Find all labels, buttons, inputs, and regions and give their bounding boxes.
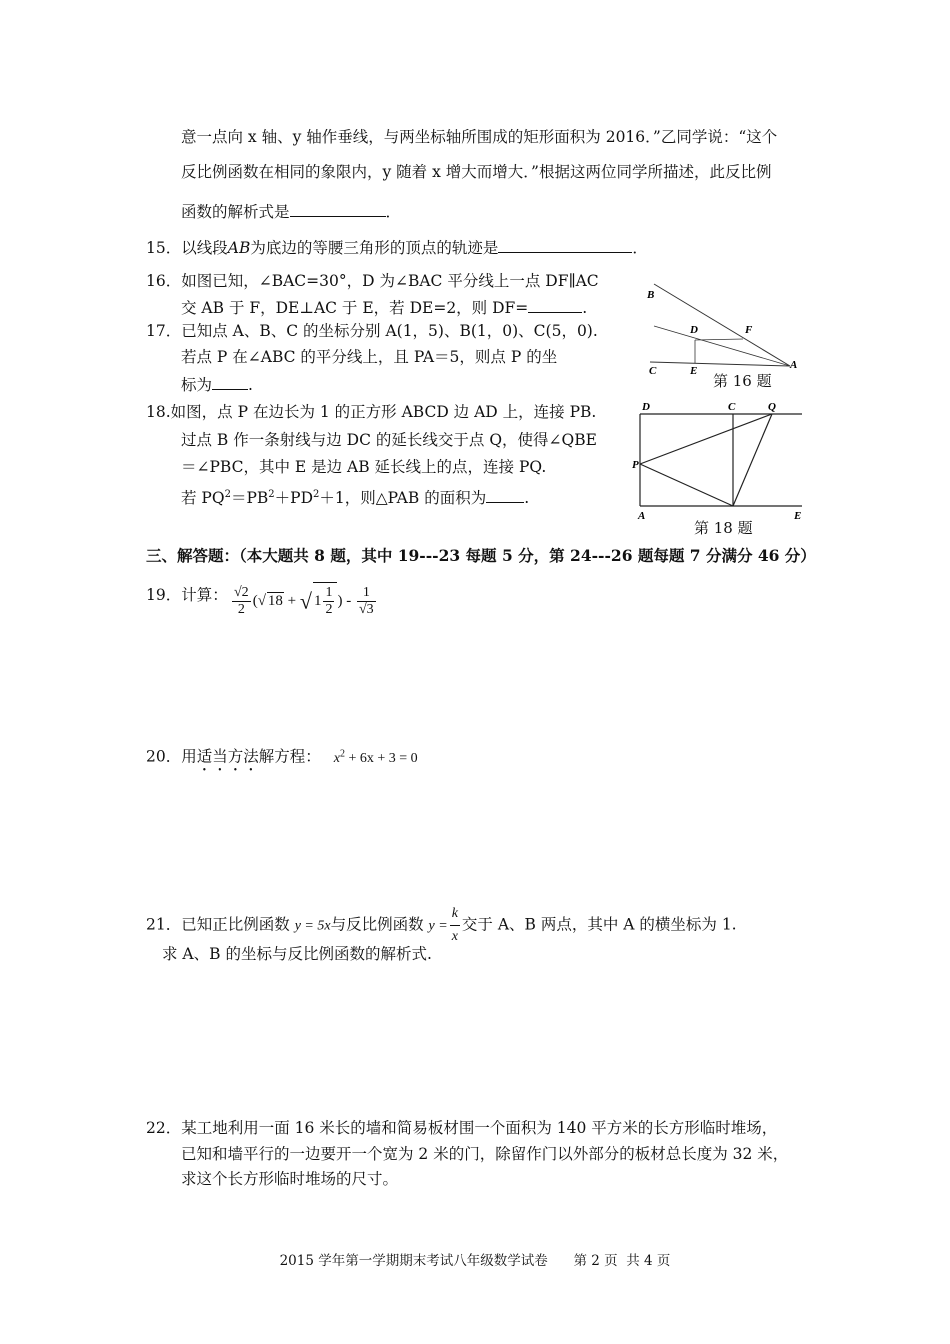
q17-line2: 若点 P 在∠ABC 的平分线上，且 PA＝5，则点 P 的坐 [181, 348, 558, 366]
fig16-label-d: D [690, 324, 698, 336]
q19-f1-den: 2 [232, 601, 251, 618]
q18-line4-b: ＝PB [230, 489, 269, 508]
q14-line3-end: ． [385, 203, 402, 221]
fig18-line-bq [733, 414, 772, 506]
fig18-label-e: E [794, 510, 802, 522]
q19-f2-den: √3 [358, 602, 374, 617]
q14-answer-blank[interactable] [290, 200, 386, 217]
fig18-label-d: D [642, 401, 650, 413]
q15-answer-blank[interactable] [498, 236, 632, 253]
q19-sqrt18: 18 [267, 592, 283, 609]
q19-mixed-den: 2 [325, 602, 333, 617]
q17-line3-text: 标为 [181, 376, 213, 394]
q16-number: 16． [146, 272, 182, 290]
q19-frac-1 [232, 585, 251, 618]
q17-line3 [181, 373, 253, 396]
q16-line1-text: 如图已知，∠BAC=30°，D 为∠BAC 平分线上一点 DF∥AC [181, 272, 599, 290]
figure-16-caption: 第 16 题 [713, 372, 772, 390]
question-15 [146, 236, 648, 259]
fig18-line-pb [640, 464, 733, 506]
q20-emphasis: 适当方法 [196, 747, 259, 766]
q19-radical-sign: √ [299, 588, 312, 614]
question-18-line1 [146, 401, 596, 423]
figure-18 [632, 398, 810, 522]
q19-mixed-num: 1 [325, 585, 333, 600]
q21-post: 交于 A、B 两点，其中 A 的横坐标为 1. [461, 915, 737, 934]
figure-18-caption: 第 18 题 [694, 519, 753, 537]
q15-text-pre: 以线段 [181, 239, 228, 257]
q18-line4 [181, 484, 529, 509]
q14-line3-text: 函数的解析式是 [181, 203, 290, 221]
q18-line4-d: ＋1，则△PAB 的面积为 [319, 489, 487, 508]
q14-line3 [181, 200, 401, 223]
figure-16 [640, 278, 810, 380]
q20-eq-rest: + 6x + 3 = 0 [344, 750, 418, 766]
fig18-label-p: P [632, 459, 639, 471]
q15-segment-ab: AB [227, 239, 251, 257]
q21-frac-num: k [451, 906, 458, 921]
q18-answer-blank[interactable] [486, 486, 524, 503]
fig18-label-a: A [638, 510, 646, 522]
q15-number: 15． [146, 239, 182, 257]
q21-mid: 与反比例函数 [330, 915, 424, 934]
q19-open-paren: ( [252, 592, 258, 609]
q17-line1-text: 已知点 A、B、C 的坐标分别 A(1，5)、B(1，0)、C(5，0). [181, 322, 598, 340]
q20-eq-sup: 2 [339, 748, 345, 759]
fig18-line-pq [640, 414, 772, 464]
fig16-label-c: C [649, 365, 657, 377]
q18-line3: ＝∠PBC，其中 E 是边 AB 延长线上的点，连接 PQ. [181, 458, 547, 476]
q19-plus: + [287, 592, 297, 609]
q17-end: . [248, 376, 253, 394]
fig18-label-q: Q [768, 401, 776, 413]
q15-text-post: 为底边的等腰三角形的顶点的轨迹是 [250, 239, 499, 257]
q18-line4-a: 若 PQ [181, 489, 225, 508]
question-16-line1 [146, 270, 599, 292]
q18-sup-2: 2 [268, 489, 275, 500]
q20-number: 20． [146, 747, 182, 766]
q19-f2-num: 1 [362, 585, 370, 600]
q21-formula-1: y = 5x [294, 918, 331, 934]
q18-number: 18. [146, 403, 171, 421]
q22-line2: 已知和墙平行的一边要开一个宽为 2 米的门，除留作门以外部分的板材总长度为 32 米， [181, 1145, 789, 1163]
q21-pre: 已知正比例函数 [181, 915, 290, 934]
q20-equation [333, 748, 418, 766]
q19-f2-den-value: 3 [366, 602, 374, 617]
q19-mixed-whole: 1 [313, 592, 322, 609]
fig16-label-f: F [745, 324, 753, 336]
q18-sup-3: 2 [313, 489, 320, 500]
q14-line1: 意一点向 x 轴、y 轴作垂线，与两坐标轴所围成的矩形面积为 2016．”乙同学说：“这个 [181, 128, 778, 146]
question-22-line1 [146, 1117, 777, 1139]
q17-answer-blank[interactable] [212, 373, 248, 390]
q20-pre: 用 [181, 747, 197, 766]
q22-line3: 求这个长方形临时堆场的尺寸。 [181, 1170, 399, 1188]
q21-formula-2-lhs: y = [428, 918, 448, 934]
q19-f1-num: √2 [234, 585, 249, 600]
q21-formula-2-frac [450, 903, 460, 948]
q20-eq-x: x [333, 750, 340, 766]
q20-post: 解方程： [258, 747, 321, 766]
q18-end: . [524, 489, 530, 508]
fig16-line-df [695, 339, 743, 340]
q19-close-paren: ) [337, 592, 343, 609]
q17-number: 17． [146, 322, 182, 340]
q19-mixed-frac [323, 585, 334, 618]
q18-sup-1: 2 [224, 489, 231, 500]
page-footer: 2015 学年第一学期期末考试八年级数学试卷 第 2 页 共 4 页 [279, 1253, 671, 1269]
q19-minus: - [346, 592, 352, 609]
question-20 [146, 743, 418, 775]
fig16-line-ac [650, 362, 790, 366]
q19-label: 计算： [181, 586, 228, 604]
q18-line1-text: 如图，点 P 在边长为 1 的正方形 ABCD 边 AD 上，连接 PB. [170, 403, 597, 421]
fig16-label-e: E [690, 365, 698, 377]
fig16-label-a: A [790, 359, 798, 371]
q19-expression: $\frac{√2}{2}$ (√ 18 + √ 1 $\frac{1}{2}$ ) - $\frac{1}{√3}$ [230, 582, 378, 618]
section-3-title: 三、解答题：（本大题共 8 题，其中 19---23 每题 5 分，第 24---26 题每题 7 分满分 46 分） [146, 546, 816, 565]
question-17-line1 [146, 320, 598, 342]
fig16-line-ab [654, 284, 790, 366]
q21-line2: 求 A、B 的坐标与反比例函数的解析式. [162, 945, 432, 963]
q16-line2-text: 交 AB 于 F，DE⊥AC 于 E，若 DE=2，则 DF= [181, 299, 529, 317]
q15-end: ． [632, 239, 648, 257]
q22-line1-text: 某工地利用一面 16 米长的墙和简易板材围一个面积为 140 平方米的长方形临时堆场， [181, 1119, 778, 1137]
q16-end: . [582, 299, 588, 317]
q18-line2: 过点 B 作一条射线与边 DC 的延长线交于点 Q，使得∠QBE [181, 431, 597, 449]
question-16-line2 [181, 296, 587, 319]
fig16-label-b: B [647, 289, 655, 301]
q16-answer-blank[interactable] [528, 296, 582, 313]
q21-frac-den: x [450, 925, 460, 948]
q22-number: 22． [146, 1119, 182, 1137]
q14-line2: 反比例函数在相同的象限内，y 随着 x 增大而增大．”根据这两位同学所描述，此反比例 [181, 163, 772, 181]
q19-frac-2 [357, 585, 376, 618]
q18-line4-c: ＋PD [274, 489, 314, 508]
question-21-line1 [146, 903, 737, 948]
q19-number: 19． [146, 586, 182, 604]
question-19-label [146, 584, 228, 606]
q19-mixed-radicand [313, 582, 338, 618]
fig18-label-c: C [728, 401, 736, 413]
q21-number: 21． [146, 915, 182, 934]
fig16-bisector [654, 326, 790, 366]
